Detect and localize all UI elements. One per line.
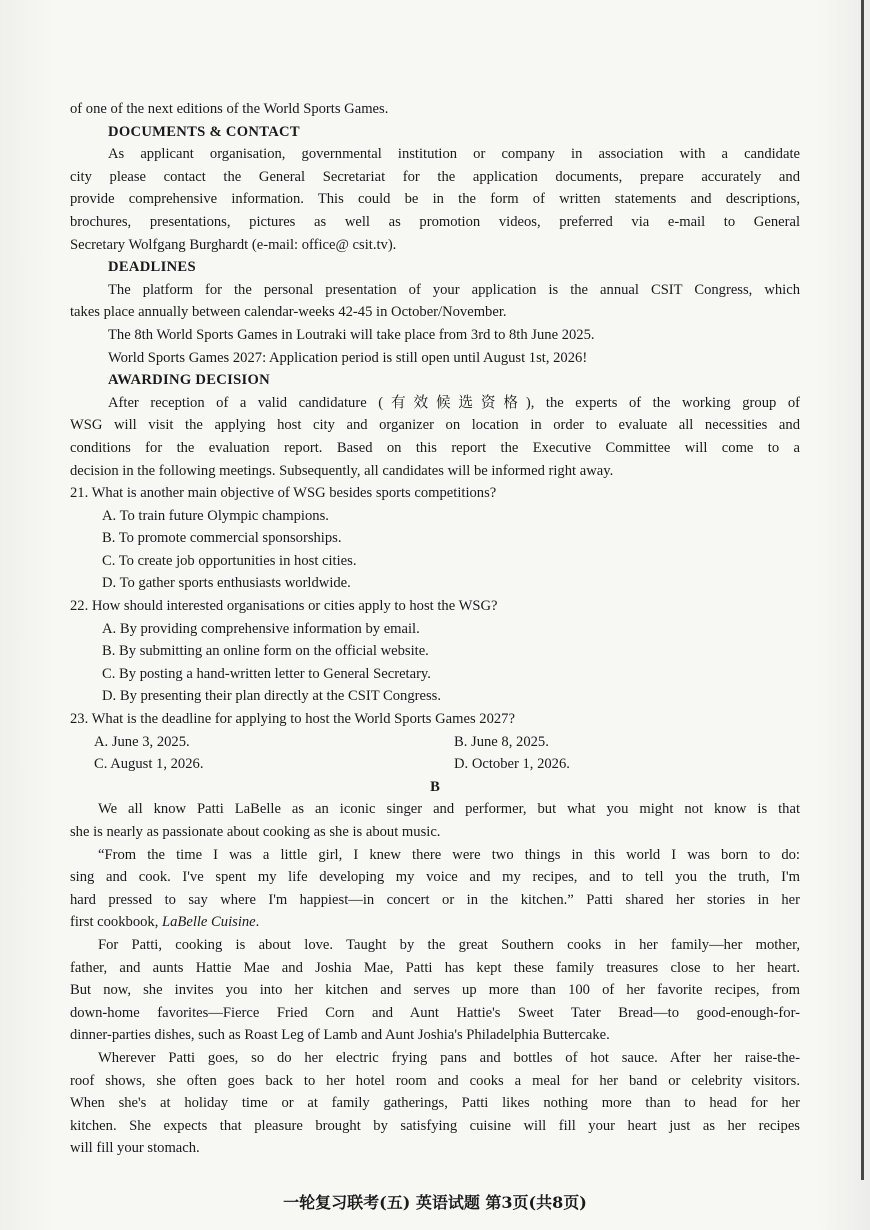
question-21-option-b: B. To promote commercial sponsorships.	[102, 530, 342, 547]
question-22-option-a: A. By providing comprehensive information by email.	[102, 620, 420, 637]
question-21-stem: 21. What is another main objective of WSG besides sports competitions?	[70, 485, 497, 502]
passage-b-p3-line-3: But now, she invites you into her kitchen and serves up more than 100 of her favorite recipes, from	[70, 982, 800, 999]
passage-b-p4-line-3: When she's at holiday time or at family gatherings, Patti likes nothing more than to head for her	[70, 1095, 800, 1112]
documents-line-2: city please contact the General Secretariat for the application documents, prepare accurately and	[70, 168, 800, 185]
awarding-line-4: decision in the following meetings. Subsequently, all candidates will be informed right away.	[70, 462, 614, 479]
deadline-games-date: The 8th World Sports Games in Loutraki will take place from 3rd to 8th June 2025.	[108, 326, 595, 343]
question-23-option-c: C. August 1, 2026.	[94, 756, 204, 773]
awarding-line-2: WSG will visit the applying host city and organizer on location in order to evaluate all necessities and	[70, 417, 800, 434]
documents-line-3: provide comprehensive information. This could be in the form of written statements and descriptions,	[70, 191, 800, 208]
passage-b-p2-prefix: first cookbook,	[70, 914, 163, 931]
passage-b-p4-line-2: roof shows, she often goes back to her hotel room and cooks a meal for her band or celebrity visitors.	[70, 1072, 800, 1089]
passage-b-p2-line-2: sing and cook. I've spent my life developing my voice and my recipes, and to tell you the truth, I'm	[70, 869, 800, 886]
heading-deadlines: DEADLINES	[108, 259, 196, 276]
question-22-option-b: B. By submitting an online form on the official website.	[102, 643, 429, 660]
cookbook-title: LaBelle Cuisine	[162, 914, 256, 931]
question-23-option-b: B. June 8, 2025.	[454, 733, 549, 750]
passage-b-p4-line-4: kitchen. She expects that pleasure brought by satisfying cuisine will fill your heart just as her recipes	[70, 1117, 800, 1134]
documents-line-5: Secretary Wolfgang Burghardt (e-mail: office@ csit.tv).	[70, 236, 397, 253]
question-23-stem: 23. What is the deadline for applying to host the World Sports Games 2027?	[70, 711, 515, 728]
deadline-2027-application: World Sports Games 2027: Application period is still open until August 1st, 2026!	[108, 349, 588, 366]
question-23-option-d: D. October 1, 2026.	[454, 756, 570, 773]
passage-b-p4-line-1: Wherever Patti goes, so do her electric frying pans and bottles of hot sauce. After her raise-the-	[98, 1049, 800, 1066]
passage-a-continuation: of one of the next editions of the World Sports Games.	[70, 101, 389, 117]
passage-b-p2-line-1: “From the time I was a little girl, I knew there were two things in this world I was born to do:	[98, 846, 800, 863]
page-content	[70, 98, 800, 1160]
awarding-line-3: conditions for the evaluation report. Based on this report the Executive Committee will come to a	[70, 439, 800, 456]
documents-line-4: brochures, presentations, pictures as well as promotion videos, preferred via e-mail to General	[70, 213, 800, 230]
passage-b-p1-line-2: she is nearly as passionate about cooking as she is about music.	[70, 824, 441, 840]
question-21-option-c: C. To create job opportunities in host cities.	[102, 552, 357, 569]
passage-b-p2-line-4	[70, 911, 800, 934]
deadlines-line-1: The platform for the personal presentation of your application is the annual CSIT Congress, which	[108, 281, 800, 298]
heading-documents-contact: DOCUMENTS & CONTACT	[108, 123, 300, 140]
question-22-stem: 22. How should interested organisations or cities apply to host the WSG?	[70, 598, 498, 615]
page-footer: 一轮复习联考(五) 英语试题 第3页(共8页)	[283, 1193, 587, 1212]
question-21-option-a: A. To train future Olympic champions.	[102, 507, 329, 524]
page-edge-shadow	[861, 0, 864, 1180]
awarding-line-1: After reception of a valid candidature (有效候选资格), the experts of the working group of	[108, 394, 800, 411]
passage-b-p1-line-1: We all know Patti LaBelle as an iconic singer and performer, but what you might not know is that	[98, 801, 800, 818]
question-23-options-row-2	[70, 753, 800, 776]
deadlines-line-2: takes place annually between calendar-weeks 42-45 in October/November.	[70, 304, 507, 321]
question-22-option-c: C. By posting a hand-written letter to General Secretary.	[102, 665, 431, 682]
passage-b-p3-line-5: dinner-parties dishes, such as Roast Leg of Lamb and Aunt Joshia's Philadelphia Buttercake.	[70, 1027, 610, 1044]
passage-b-p3-line-4: down-home favorites—Fierce Fried Corn and Aunt Hattie's Sweet Tater Bread—to good-enough-for-	[70, 1004, 800, 1021]
passage-b-label: B	[430, 778, 440, 795]
question-23-option-a: A. June 3, 2025.	[94, 733, 190, 750]
passage-b-p2-suffix: .	[255, 914, 260, 931]
question-22-option-d: D. By presenting their plan directly at the CSIT Congress.	[102, 688, 441, 705]
passage-b-p2-line-3: hard pressed to say where I'm happiest—in concert or in the kitchen.” Patti shared her stories in her	[70, 891, 800, 908]
question-21-option-d: D. To gather sports enthusiasts worldwide.	[102, 575, 351, 592]
question-23-options-row-1	[70, 731, 800, 754]
passage-b-p3-line-1: For Patti, cooking is about love. Taught by the great Southern cooks in her family—her mother,	[98, 936, 800, 953]
passage-b-p4-line-5: will fill your stomach.	[70, 1140, 200, 1157]
passage-b-p3-line-2: father, and aunts Hattie Mae and Joshia Mae, Patti has kept these family treasures close to her heart.	[70, 959, 800, 976]
heading-awarding-decision: AWARDING DECISION	[108, 372, 271, 389]
documents-line-1: As applicant organisation, governmental institution or company in association with a candidate	[108, 146, 800, 163]
